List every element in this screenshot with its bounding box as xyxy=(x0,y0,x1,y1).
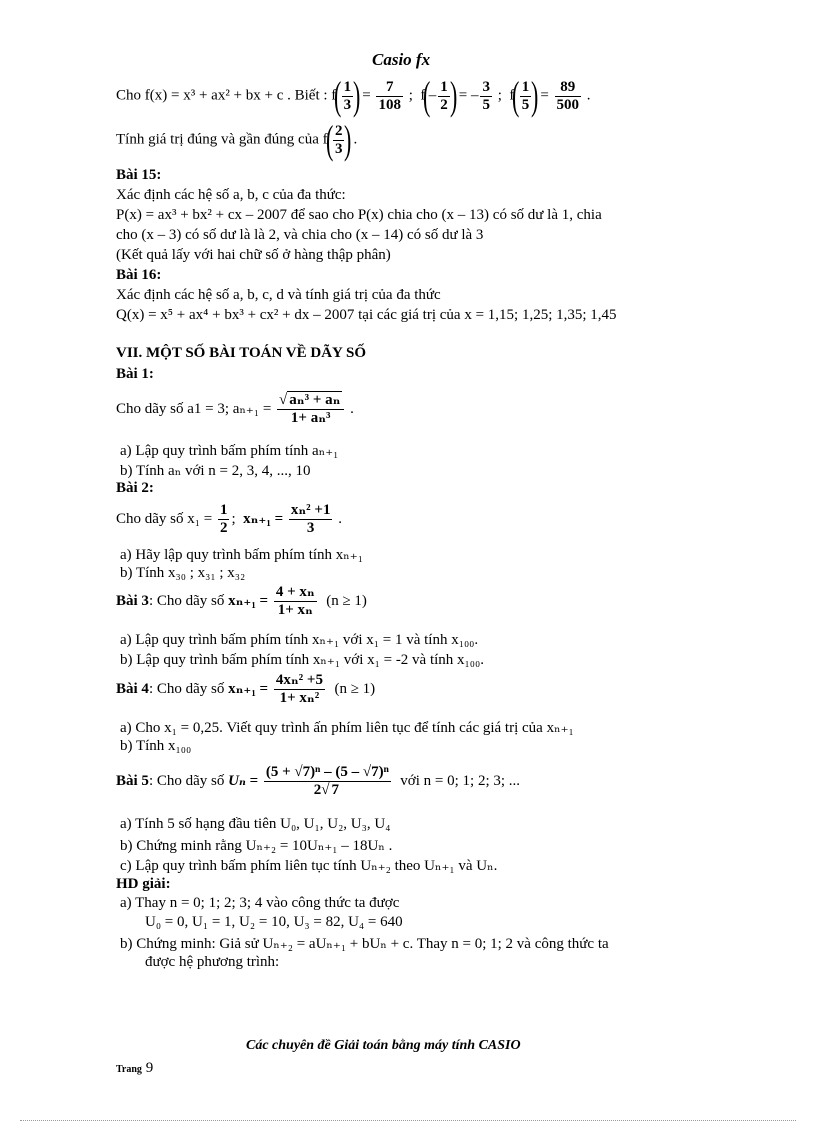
b1-title: Bài 1: xyxy=(116,366,154,382)
hd-title: HD giải: xyxy=(116,876,171,892)
b3-def: Bài 3: Cho dãy số xₙ₊₁ = $\frac{\text{4 + xₙ}}{\text{1+ xₙ}}$ (n ≥ 1) xyxy=(116,584,367,618)
frac-2-3: $\frac{2}{3}$ xyxy=(334,122,343,157)
bai15-line2: P(x) = ax³ + bx² + cx – 2007 để sao cho P(x) chia cho (x – 13) có số dư là 1, chia xyxy=(116,207,602,223)
frac-1-5: $\frac{1}{5}$ xyxy=(521,78,530,113)
bai16-title: Bài 16: xyxy=(116,267,162,283)
b5-fraction: $\frac{\text{(5 + √7)ⁿ – (5 – √7)ⁿ}}{2√ 7}$ xyxy=(265,764,389,798)
b2-title: Bài 2: xyxy=(116,480,154,496)
b4-a: a) Cho x₁ = 0,25. Viết quy trình ấn phím liên tục để tính các giá trị của xₙ₊₁ xyxy=(120,720,574,736)
page-number: Trang 9 xyxy=(116,1060,154,1076)
frac-1-2: $\frac{1}{2}$ xyxy=(440,78,448,113)
b5-b: b) Chứng minh rằng Uₙ₊₂ = 10Uₙ₊₁ – 18Uₙ . xyxy=(120,838,393,854)
frac-3-5: $\frac{3}{5}$ xyxy=(482,78,490,113)
b2-a: a) Hãy lập quy trình bấm phím tính xₙ₊₁ xyxy=(120,547,363,563)
frac-7-108: $\frac{7}{108}$ xyxy=(378,78,401,113)
page-header: Casio fx xyxy=(372,50,431,69)
b3-fraction: $\frac{\text{4 + xₙ}}{\text{1+ xₙ}}$ xyxy=(275,584,315,618)
hd-b: b) Chứng minh: Giả sử Uₙ₊₂ = aUₙ₊₁ + bUₙ + c. Thay n = 0; 1; 2 và công thức ta xyxy=(120,936,609,952)
b1-fraction: $\frac{\text{√ aₙ³ + aₙ}}{\text{1+ aₙ³}}$ xyxy=(277,392,344,427)
frac-1-3: $\frac{1}{3}$ xyxy=(343,78,352,113)
frac-89-500: $\frac{89}{500}$ xyxy=(556,78,580,113)
page-edge xyxy=(20,1120,796,1121)
bai15-line1: Xác định các hệ số a, b, c của đa thức: xyxy=(116,187,346,203)
intro-line: Cho f(x) = x³ + ax² + bx + c . Biết : f( $\frac{1}{3}$ ) = $\frac{7}{108}$ ; f(– $\frac{1}{2}$ ) = – $\frac{3}{5}$ ; f( $\frac{1}{5}$ ) = $\frac{89}{500}$ . xyxy=(116,73,591,118)
b2-frac-x1: $\frac{1}{2}$ xyxy=(219,502,228,536)
b1-a: a) Lập quy trình bấm phím tính aₙ₊₁ xyxy=(120,443,339,459)
intro-text: Cho f(x) = x³ + ax² + bx + c . Biết : f xyxy=(116,87,337,104)
hd-a2: U₀ = 0, U₁ = 1, U₂ = 10, U₃ = 82, U₄ = 640 xyxy=(145,914,403,930)
b2-b: b) Tính x₃₀ ; x₃₁ ; x₃₂ xyxy=(120,565,246,581)
b4-b: b) Tính x₁₀₀ xyxy=(120,738,192,754)
b4-def: Bài 4: Cho dãy số xₙ₊₁ = $\frac{\text{4xₙ² +5}}{\text{1+ xₙ²}}$ (n ≥ 1) xyxy=(116,672,376,706)
b1-def: Cho dãy số a1 = 3; aₙ₊₁ = $\frac{\text{√ aₙ³ + aₙ}}{\text{1+ aₙ³}}$ . xyxy=(116,392,354,426)
hd-b2: được hệ phương trình: xyxy=(145,954,280,970)
b5-a: a) Tính 5 số hạng đầu tiên U₀, U₁, U₂, U₃, U₄ xyxy=(120,816,391,832)
bai16-line2: Q(x) = x⁵ + ax⁴ + bx³ + cx² + dx – 2007 tại các giá trị của x = 1,15; 1,25; 1,35; 1,45 xyxy=(116,307,617,323)
section-7-title: VII. MỘT SỐ BÀI TOÁN VỀ DÃY SỐ xyxy=(116,345,367,361)
b3-a: a) Lập quy trình bấm phím tính xₙ₊₁ với x₁ = 1 và tính x₁₀₀. xyxy=(120,632,479,648)
b5-def: Bài 5: Cho dãy số Uₙ = $\frac{\text{(5 + √7)ⁿ – (5 – √7)ⁿ}}{2√ 7}$ với n = 0; 1; 2; 3; ... xyxy=(116,764,521,798)
b5-c: c) Lập quy trình bấm phím liên tục tính Uₙ₊₂ theo Uₙ₊₁ và Uₙ. xyxy=(120,858,498,874)
bai15-line4: (Kết quả lấy với hai chữ số ở hàng thập phân) xyxy=(116,247,391,263)
b2-frac-rec: $\frac{\text{xₙ² +1}}{3}$ xyxy=(290,502,331,536)
footer-title: Các chuyên đề Giải toán bằng máy tính CASIO xyxy=(246,1038,521,1053)
b3-b: b) Lập quy trình bấm phím tính xₙ₊₁ với x₁ = -2 và tính x₁₀₀. xyxy=(120,652,484,668)
b1-b: b) Tính aₙ với n = 2, 3, 4, ..., 10 xyxy=(120,463,311,479)
bai15-title: Bài 15: xyxy=(116,167,162,183)
bai16-line1: Xác định các hệ số a, b, c, d và tính giá trị của đa thức xyxy=(116,287,441,303)
b4-fraction: $\frac{\text{4xₙ² +5}}{\text{1+ xₙ²}}$ xyxy=(275,672,323,706)
bai15-line3: cho (x – 3) có số dư là là 2, và chia cho (x – 14) có số dư là 3 xyxy=(116,227,484,243)
hd-a: a) Thay n = 0; 1; 2; 3; 4 vào công thức ta được xyxy=(120,895,400,911)
b2-def: Cho dãy số x₁ = $\frac{1}{2}$ ; xₙ₊₁ = $\frac{\text{xₙ² +1}}{3}$ . xyxy=(116,502,342,536)
intro-line-2: Tính giá trị đúng và gần đúng của f( $\frac{2}{3}$ ) . xyxy=(116,117,358,162)
